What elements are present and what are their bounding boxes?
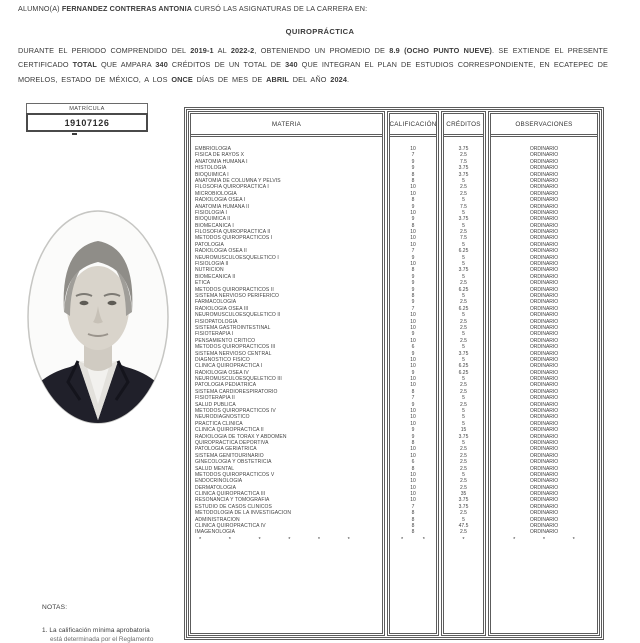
column-creditos (441, 111, 486, 636)
credits-cell: 5 (462, 177, 465, 184)
observation-cell: ORDINARIO (529, 452, 559, 459)
credits-cell: 3.75 (458, 503, 469, 510)
observation-cell: ORDINARIO (529, 395, 559, 402)
credits-cell: 2.5 (460, 382, 467, 389)
credits-cell: 5 (462, 471, 465, 478)
subject-cell: PENSAMIENTO CRÍTICO (195, 337, 256, 344)
observation-cell: ORDINARIO (529, 491, 559, 498)
subject-cell: FILOSOFÍA QUIROPRÁCTICA II (195, 229, 271, 236)
credits-cell: 5 (462, 395, 465, 402)
credits-cell: 5 (462, 414, 465, 421)
grade-cell: 9 (411, 401, 415, 408)
subject-cell: HISTOLOGÍA (195, 165, 227, 172)
observation-cell: ORDINARIO (529, 203, 559, 210)
observaciones-list (491, 137, 597, 543)
credits-cell: 2.5 (460, 299, 467, 306)
subject-cell: SISTEMA NERVIOSO PERIFÉRICO (195, 292, 280, 299)
paragraph-text: CRÉDITOS DE UN TOTAL DE (167, 60, 286, 70)
credits-cell: 5 (462, 261, 465, 268)
grade-cell: 7 (411, 248, 415, 255)
credits-cell: 6.25 (458, 286, 469, 293)
subject-cell: SALUD PÚBLICA (195, 401, 236, 408)
grade-cell: 10 (410, 241, 416, 248)
subject-cell: ÉTICA (195, 280, 211, 287)
subject-cell: QUIROPRÁCTICA DEPORTIVA (195, 439, 269, 446)
credits-cell: 2.5 (460, 318, 467, 325)
column-header-materia: MATERIA (191, 114, 382, 137)
subject-cell: SISTEMA GENITOURINARIO (195, 452, 264, 459)
grade-cell: 10 (410, 337, 416, 344)
observation-cell: ORDINARIO (529, 369, 559, 376)
credits-cell: 6.25 (458, 305, 469, 312)
subject-cell: FISIOTERAPIA I (195, 331, 234, 338)
subject-cell: SALUD MENTAL (195, 465, 235, 472)
observation-cell: ORDINARIO (529, 146, 559, 152)
observation-cell: ORDINARIO (529, 523, 559, 530)
observation-cell: ORDINARIO (529, 241, 559, 248)
grade-cell: 10 (410, 478, 416, 485)
subject-cell: RADIOLOGÍA DE TÓRAX Y ABDOMEN (195, 433, 287, 440)
subject-cell: BIOMECÁNICA I (195, 222, 234, 229)
credits-cell: 7.5 (460, 235, 467, 242)
observation-cell: ORDINARIO (529, 344, 559, 351)
subject-cell: SISTEMA GASTROINTESTINAL (195, 324, 271, 331)
subject-cell: MÉTODOS QUIROPRÁCTICOS I (195, 235, 273, 242)
credits-cell: 2.5 (460, 484, 467, 491)
subject-cell: IMAGENOLOGÍA (195, 529, 236, 536)
subject-cell: SISTEMA CARDIORESPIRATORIO (195, 388, 278, 395)
observation-cell: ORDINARIO (529, 248, 559, 255)
column-calificacion (387, 111, 439, 636)
credits-cell: 2.5 (460, 184, 467, 191)
student-line-suffix: CURSÓ LAS ASIGNATURAS DE LA CARRERA EN: (192, 4, 368, 13)
note-line-2: está determinada por el Reglamento (50, 636, 154, 643)
credits-cell: 2.5 (460, 510, 467, 517)
observation-cell: ORDINARIO (529, 420, 559, 427)
grade-cell: 10 (410, 414, 416, 421)
observation-cell: ORDINARIO (529, 305, 559, 312)
subject-cell: PATOLOGÍA GERIÁTRICA (195, 446, 257, 453)
end-markers-observaciones: * * * (513, 536, 575, 543)
subject-cell: ANATOMÍA HUMANA II (195, 203, 250, 210)
matricula-box (26, 103, 148, 131)
subject-cell: NUTRICIÓN (195, 267, 224, 274)
creditos-list (444, 137, 483, 543)
grade-cell: 9 (411, 203, 415, 210)
observation-cell: ORDINARIO (529, 356, 559, 363)
credits-cell: 5 (462, 408, 465, 415)
grade-cell: 9 (411, 158, 415, 165)
transcript-table (184, 107, 604, 640)
credits-cell: 2.5 (460, 401, 467, 408)
subject-cell: NEUROMUSCULOESQUELÉTICO III (195, 376, 282, 383)
grade-cell: 8 (411, 439, 415, 446)
grade-cell: 10 (410, 420, 416, 427)
observation-cell: ORDINARIO (529, 503, 559, 510)
subject-cell: ANATOMÍA DE COLUMNA Y PELVIS (195, 177, 281, 184)
period-start: 2019-1 (190, 46, 214, 55)
grade-cell: 7 (411, 305, 415, 312)
credits-cell: 5 (462, 254, 465, 261)
subject-cell: BIOQUÍMICA I (195, 171, 229, 178)
grade-cell: 7 (411, 503, 415, 510)
subject-cell: FILOSOFÍA QUIROPRÁCTICA I (195, 184, 269, 191)
student-photo (20, 204, 176, 436)
grade-cell: 9 (411, 369, 415, 376)
grade-cell: 9 (411, 427, 415, 434)
grade-cell: 10 (410, 229, 416, 236)
subject-cell: NEURODIAGNÓSTICO (195, 414, 250, 421)
subject-cell: MÉTODOS QUIROPRÁCTICOS V (195, 471, 275, 478)
grade-cell: 9 (411, 350, 415, 357)
subject-cell: FISIOLOGÍA I (195, 209, 228, 216)
paragraph-text: . (347, 74, 350, 84)
credits-cell: 5 (462, 376, 465, 383)
subject-cell: BIOMECÁNICA II (195, 273, 236, 280)
subject-cell: FARMACOLOGÍA (195, 299, 237, 306)
grade-cell: 7 (411, 395, 415, 402)
credits-cell: 5 (462, 439, 465, 446)
grade-cell: 8 (411, 177, 415, 184)
grade-cell: 8 (411, 465, 415, 472)
end-markers-calificacion: * * (401, 536, 425, 543)
grade-cell: 10 (410, 446, 416, 453)
credits-cell: 2.5 (460, 452, 467, 459)
grade-cell: 10 (410, 376, 416, 383)
column-header-calificacion: CALIFICACIÓN (390, 114, 436, 137)
grade-cell: 9 (411, 165, 415, 172)
observation-cell: ORDINARIO (529, 529, 559, 536)
matricula-label: MATRÍCULA (69, 106, 105, 112)
subject-cell: PRÁCTICA CLÍNICA (195, 420, 243, 427)
subject-cell: MÉTODOS QUIROPRÁCTICOS IV (195, 408, 276, 415)
observation-cell: ORDINARIO (529, 190, 559, 197)
observation-cell: ORDINARIO (529, 465, 559, 472)
credits-cell: 2.5 (460, 388, 467, 395)
grade-cell: 10 (410, 471, 416, 478)
credits-cell: 2.5 (460, 324, 467, 331)
credits-cell: 5 (462, 516, 465, 523)
observation-cell: ORDINARIO (529, 267, 559, 274)
column-header-observaciones: OBSERVACIONES (491, 114, 597, 137)
subject-cell: NEUROMUSCULOESQUELÉTICO I (195, 254, 279, 261)
credits-cell: 2.5 (460, 229, 467, 236)
period-end: 2022-2 (230, 46, 255, 55)
paragraph-text: DEL AÑO (288, 74, 331, 84)
notes-title: NOTAS: (42, 604, 68, 611)
credits-cell: 5 (462, 197, 465, 204)
observation-cell: ORDINARIO (529, 177, 559, 184)
grade-cell: 10 (410, 190, 416, 197)
certificate-paragraph (18, 44, 608, 87)
grade-cell: 10 (410, 235, 416, 242)
subject-cell: FÍSICA DE RAYOS X (195, 152, 245, 159)
subject-cell: RADIOLOGÍA ÓSEA I (195, 197, 246, 204)
grade-average: 8.9 (OCHO PUNTO NUEVE) (389, 46, 492, 55)
credits-cell: 3.75 (458, 171, 469, 178)
observation-cell: ORDINARIO (529, 216, 559, 223)
subject-cell: BIOQUÍMICA II (195, 216, 231, 223)
paragraph-text: QUE INTEGRAN EL PLAN DE ESTUDIOS CORRESPONDIENTE, EN ECATEPEC DE MORELOS, ESTADO DE MÉXICO, A LOS (18, 60, 608, 84)
credits-cell: 5 (462, 420, 465, 427)
observation-cell: ORDINARIO (529, 254, 559, 261)
grade-cell: 8 (411, 523, 415, 530)
observation-cell: ORDINARIO (529, 158, 559, 165)
credits-cell: 5 (462, 209, 465, 216)
observation-cell: ORDINARIO (529, 209, 559, 216)
grade-cell: 10 (410, 491, 416, 498)
observation-cell: ORDINARIO (529, 171, 559, 178)
credits-cell: 5 (462, 356, 465, 363)
subject-cell: FISIOLOGÍA II (195, 261, 229, 268)
matricula-value: 19107126 (26, 113, 148, 132)
grade-cell: 8 (411, 292, 415, 299)
grade-cell: 7 (411, 152, 415, 159)
issue-month: ABRIL (266, 74, 289, 84)
subject-cell: GINECOLOGÍA Y OBSTETRICIA (195, 459, 272, 466)
grade-cell: 9 (411, 433, 415, 440)
grade-cell: 10 (410, 261, 416, 268)
credits-cell: 3.75 (458, 146, 469, 152)
observation-cell: ORDINARIO (529, 510, 559, 517)
observation-cell: ORDINARIO (529, 414, 559, 421)
subject-cell: MÉTODOS QUIROPRÁCTICOS II (195, 286, 274, 293)
note-line-1: 1. La calificación mínima aprobatoria (42, 627, 150, 634)
observation-cell: ORDINARIO (529, 261, 559, 268)
credits-cell: 5 (462, 344, 465, 351)
subject-cell: ENDOCRINOLOGÍA (195, 478, 243, 485)
credits-cell: 7.5 (460, 203, 467, 210)
credits-cell: 3.75 (458, 497, 469, 504)
subject-cell: SISTEMA NERVIOSO CENTRAL (195, 350, 272, 357)
credits-cell: 5 (462, 273, 465, 280)
subject-cell: CLÍNICA QUIROPRÁCTICA III (195, 491, 266, 498)
subject-cell: MÉTODOS QUIROPRÁCTICOS III (195, 344, 276, 351)
credits-cell: 5 (462, 331, 465, 338)
observation-cell: ORDINARIO (529, 459, 559, 466)
observation-cell: ORDINARIO (529, 427, 559, 434)
credits-total: 340 (285, 60, 298, 70)
end-markers-creditos: * (462, 536, 465, 543)
observation-cell: ORDINARIO (529, 439, 559, 446)
grade-cell: 8 (411, 222, 415, 229)
observation-cell: ORDINARIO (529, 478, 559, 485)
credits-cell: 3.75 (458, 165, 469, 172)
subject-cell: EMBRIOLOGÍA (195, 146, 232, 152)
subject-cell: METODOLOGÍA DE LA INVESTIGACIÓN (195, 510, 292, 517)
observation-cell: ORDINARIO (529, 273, 559, 280)
grade-cell: 10 (410, 324, 416, 331)
grade-cell: 8 (411, 267, 415, 274)
grade-cell: 10 (410, 146, 416, 152)
issue-day: ONCE (171, 74, 193, 84)
credits-cell: 3.75 (458, 216, 469, 223)
credits-cell: 47.5 (458, 523, 469, 530)
subject-cell: PATOLOGÍA (195, 241, 224, 248)
grade-cell: 10 (410, 356, 416, 363)
eye-left (80, 301, 89, 305)
student-line (18, 4, 624, 13)
credits-cell: 7.5 (460, 158, 467, 165)
credits-cell: 5 (462, 292, 465, 299)
observation-cell: ORDINARIO (529, 324, 559, 331)
grade-cell: 9 (411, 331, 415, 338)
materia-list (191, 137, 382, 543)
credits-cell: 5 (462, 241, 465, 248)
subject-cell: ADMINISTRACIÓN (195, 516, 240, 523)
observation-cell: ORDINARIO (529, 433, 559, 440)
observation-cell: ORDINARIO (529, 471, 559, 478)
credits-cell: 2.5 (460, 337, 467, 344)
grade-cell: 9 (411, 216, 415, 223)
credits-cell: 2.5 (460, 152, 467, 159)
grade-cell: 8 (411, 529, 415, 536)
subject-cell: ANATOMÍA HUMANA I (195, 158, 248, 165)
subject-cell: FISIOTERAPIA II (195, 395, 235, 402)
observation-cell: ORDINARIO (529, 318, 559, 325)
grade-cell: 6 (411, 344, 415, 351)
subject-cell: RADIOLOGÍA ÓSEA III (195, 305, 249, 312)
student-line-prefix: ALUMNO(A) (18, 4, 62, 13)
grade-cell: 9 (411, 280, 415, 287)
observation-cell: ORDINARIO (529, 350, 559, 357)
subject-cell: FISIOPATOLOGÍA (195, 318, 238, 325)
grade-cell: 8 (411, 510, 415, 517)
student-name: FERNANDEZ CONTRERAS ANTONIA (61, 4, 193, 13)
observation-cell: ORDINARIO (529, 408, 559, 415)
grade-cell: 10 (410, 484, 416, 491)
end-markers-materia: * * * * * * (199, 536, 350, 543)
certificate-type: TOTAL (72, 60, 97, 70)
credits-cell: 6.25 (458, 248, 469, 255)
observation-cell: ORDINARIO (529, 331, 559, 338)
grade-cell: 10 (410, 363, 416, 370)
subject-cell: RADIOLOGÍA ÓSEA II (195, 248, 247, 255)
subject-cell: CLÍNICA QUIROPRÁCTICA IV (195, 523, 266, 530)
calificacion-list (390, 137, 436, 543)
paragraph-text: AL (213, 46, 231, 55)
credits-cell: 2.5 (460, 446, 467, 453)
credits-cell: 5 (462, 312, 465, 319)
grade-cell: 8 (411, 388, 415, 395)
portrait-illustration (20, 204, 176, 436)
credits-cell: 3.75 (458, 350, 469, 357)
observation-cell: ORDINARIO (529, 299, 559, 306)
grade-cell: 9 (411, 273, 415, 280)
grade-cell: 9 (411, 254, 415, 261)
observation-cell: ORDINARIO (529, 446, 559, 453)
credits-cell: 3.75 (458, 433, 469, 440)
credits-cell: 35 (460, 491, 467, 498)
paragraph-text: DÍAS DE MES DE (192, 74, 267, 84)
grade-cell: 8 (411, 197, 415, 204)
subject-cell: DIAGNÓSTICO FÍSICO (195, 356, 250, 363)
observation-cell: ORDINARIO (529, 388, 559, 395)
column-materia (188, 111, 385, 636)
issue-year: 2024 (330, 74, 347, 84)
observation-cell: ORDINARIO (529, 497, 559, 504)
credits-cell: 15 (460, 427, 467, 434)
observation-cell: ORDINARIO (529, 312, 559, 319)
grade-cell: 10 (410, 312, 416, 319)
subject-cell: PATOLOGÍA PEDIÁTRICA (195, 382, 257, 389)
observation-cell: ORDINARIO (529, 401, 559, 408)
credits-cell: 6.25 (458, 363, 469, 370)
subject-cell: RADIOLOGÍA ÓSEA IV (195, 369, 249, 376)
credits-cell: 3.75 (458, 267, 469, 274)
grade-cell: 8 (411, 516, 415, 523)
observation-cell: ORDINARIO (529, 197, 559, 204)
observation-cell: ORDINARIO (529, 292, 559, 299)
credits-cell: 2.5 (460, 459, 467, 466)
observation-cell: ORDINARIO (529, 484, 559, 491)
grade-cell: 10 (410, 408, 416, 415)
grade-cell: 10 (410, 318, 416, 325)
observation-cell: ORDINARIO (529, 235, 559, 242)
scan-artifact-mark (72, 133, 77, 135)
observation-cell: ORDINARIO (529, 286, 559, 293)
observation-cell: ORDINARIO (529, 382, 559, 389)
subject-cell: CLÍNICA QUIROPRÁCTICA II (195, 427, 264, 434)
observation-cell: ORDINARIO (529, 280, 559, 287)
observation-cell: ORDINARIO (529, 222, 559, 229)
career-title: QUIROPRÁCTICA (285, 27, 355, 36)
grade-cell: 6 (411, 459, 415, 466)
subject-cell: CLÍNICA QUIROPRÁCTICA I (195, 363, 263, 370)
grade-cell: 9 (411, 299, 415, 306)
credits-cell: 6.25 (458, 369, 469, 376)
paragraph-text: . SE EXTIENDE EL PRESENTE CERTIFICADO (18, 46, 608, 70)
paragraph-text: QUE AMPARA (96, 60, 156, 70)
column-observaciones (488, 111, 600, 636)
grade-cell: 10 (410, 497, 416, 504)
paragraph-text: DURANTE EL PERIODO COMPRENDIDO DEL (18, 46, 191, 55)
subject-cell: ESTUDIO DE CASOS CLÍNICOS (195, 503, 272, 510)
observation-cell: ORDINARIO (529, 376, 559, 383)
grade-cell: 8 (411, 171, 415, 178)
credits-cell: 2.5 (460, 465, 467, 472)
subject-cell: DERMATOLOGÍA (195, 484, 237, 491)
credits-cell: 2.5 (460, 529, 467, 536)
grade-cell: 10 (410, 452, 416, 459)
column-header-creditos: CRÉDITOS (444, 114, 483, 137)
grade-cell: 10 (410, 184, 416, 191)
credits-cell: 5 (462, 222, 465, 229)
observation-cell: ORDINARIO (529, 165, 559, 172)
paragraph-text: , OBTENIENDO UN PROMEDIO DE (254, 46, 390, 55)
observation-cell: ORDINARIO (529, 363, 559, 370)
grade-cell: 9 (411, 286, 415, 293)
observation-cell: ORDINARIO (529, 337, 559, 344)
credits-cell: 2.5 (460, 280, 467, 287)
grade-cell: 10 (410, 382, 416, 389)
subject-cell: RESONANCIA Y TOMOGRAFÍA (195, 497, 270, 504)
observation-cell: ORDINARIO (529, 184, 559, 191)
eye-right (108, 301, 117, 305)
observation-cell: ORDINARIO (529, 229, 559, 236)
credits-cell: 2.5 (460, 478, 467, 485)
credits-earned: 340 (155, 60, 168, 70)
observation-cell: ORDINARIO (529, 516, 559, 523)
subject-cell: NEUROMUSCULOESQUELÉTICO II (195, 312, 281, 319)
subject-cell: MICROBIOLOGÍA (195, 190, 237, 197)
observation-cell: ORDINARIO (529, 152, 559, 159)
grade-cell: 10 (410, 209, 416, 216)
credits-cell: 2.5 (460, 190, 467, 197)
